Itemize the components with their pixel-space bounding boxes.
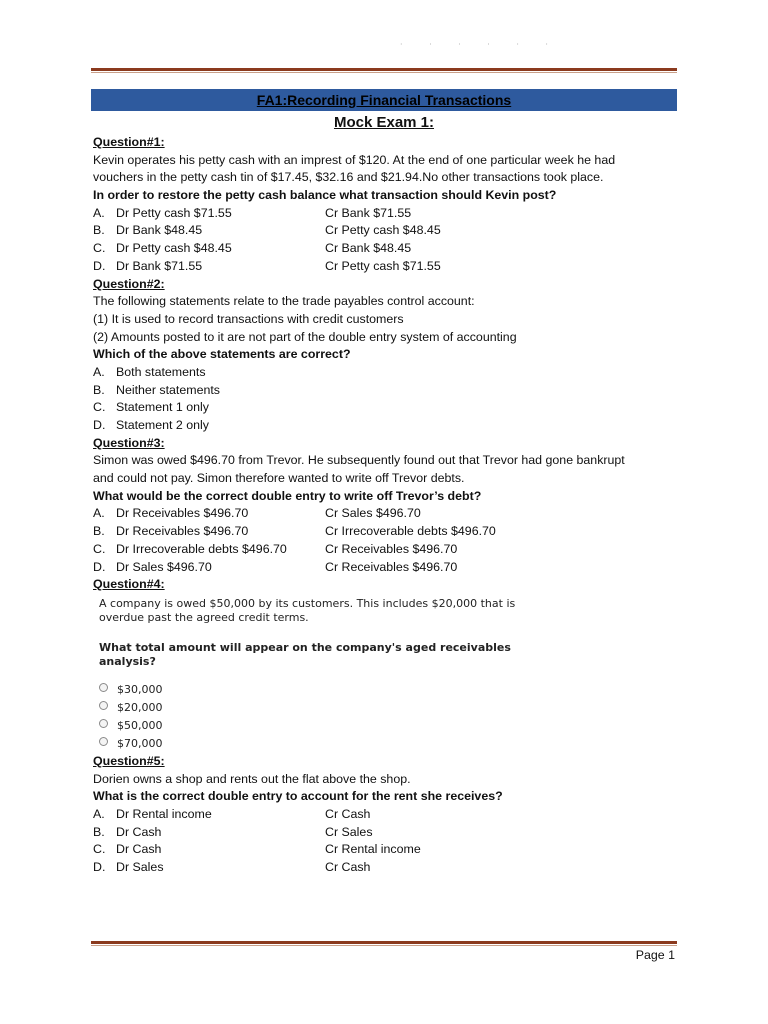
radio-button-icon[interactable]: [99, 737, 108, 746]
answer-option: [93, 824, 683, 842]
answer-option: [93, 841, 683, 859]
option-letter: B.: [93, 223, 105, 238]
question-prompt: In order to restore the petty cash balance what transaction should Kevin post?: [93, 188, 557, 203]
option-letter: B.: [93, 524, 105, 539]
answer-option: [93, 240, 683, 258]
question-heading: Question#5:: [93, 753, 165, 768]
question-5: [93, 753, 683, 877]
option-credit: Cr Cash: [325, 860, 371, 874]
exam-content: [93, 134, 683, 877]
answer-option: [93, 205, 683, 223]
document-title-bar: [91, 89, 677, 111]
option-debit: Dr Sales: [116, 860, 164, 874]
option-credit: Cr Receivables $496.70: [325, 559, 458, 574]
option-credit: Cr Receivables $496.70: [325, 541, 458, 556]
radio-button-icon[interactable]: [99, 683, 108, 692]
radio-label: $30,000: [117, 683, 163, 697]
option-letter: C.: [93, 842, 106, 857]
option-debit: Dr Cash: [116, 824, 162, 839]
statement-line: A company is owed $50,000 by its customers. This includes $20,000 that is: [99, 596, 516, 610]
question-heading: Question#2:: [93, 276, 165, 291]
option-debit: Dr Sales $496.70: [116, 559, 212, 574]
answer-option: [93, 364, 683, 382]
option-letter: B.: [93, 382, 105, 397]
question-text: vouchers in the petty cash tin of $17.45, $32.16 and $21.94.No other transactions took place.: [93, 170, 604, 185]
answer-option: [93, 541, 683, 559]
radio-choice-group: [99, 681, 683, 753]
question-heading: Question#4:: [93, 577, 165, 592]
answer-option: [93, 417, 683, 435]
header-rule-thick: [91, 68, 677, 71]
option-credit: Cr Sales: [325, 824, 373, 839]
header-rule-thin: [91, 72, 677, 73]
answer-option: [93, 382, 683, 400]
option-credit: Cr Cash: [325, 806, 371, 821]
radio-label: $70,000: [117, 737, 163, 751]
option-debit: Dr Petty cash $71.55: [116, 205, 232, 220]
option-debit: Dr Receivables $496.70: [116, 506, 249, 521]
option-letter: A.: [93, 205, 105, 220]
radio-choice[interactable]: [99, 735, 683, 753]
option-credit: Cr Petty cash $71.55: [325, 258, 441, 273]
radio-button-icon[interactable]: [99, 701, 108, 710]
radio-label: $50,000: [117, 719, 163, 733]
option-credit: Cr Sales $496.70: [325, 506, 421, 521]
statement-line: overdue past the agreed credit terms.: [99, 610, 309, 624]
option-debit: Dr Rental income: [116, 806, 212, 821]
prompt-line: What total amount will appear on the company's aged receivables: [99, 640, 511, 654]
question-prompt: Which of the above statements are correct?: [93, 347, 351, 362]
question-text: Kevin operates his petty cash with an imprest of $120. At the end of one particular week he had: [93, 152, 616, 167]
question-prompt: What is the correct double entry to account for the rent she receives?: [93, 789, 503, 804]
option-text: Neither statements: [116, 382, 220, 397]
option-debit: Dr Petty cash $48.45: [116, 241, 232, 256]
answer-option: [93, 399, 683, 417]
question-statement: (1) It is used to record transactions with credit customers: [93, 311, 404, 326]
option-letter: D.: [93, 860, 106, 874]
answer-option: [93, 523, 683, 541]
question-prompt: [99, 641, 683, 669]
answer-option: [93, 505, 683, 523]
question-text: The following statements relate to the trade payables control account:: [93, 294, 475, 309]
question-text: Simon was owed $496.70 from Trevor. He subsequently found out that Trevor had gone bankrupt: [93, 453, 625, 468]
option-letter: D.: [93, 418, 106, 432]
option-letter: A.: [93, 506, 105, 521]
option-letter: C.: [93, 541, 106, 556]
exam-subtitle: [91, 113, 677, 133]
footer-rule-thin: [91, 945, 677, 946]
answer-option: [93, 258, 683, 276]
radio-choice[interactable]: [99, 699, 683, 717]
radio-choice[interactable]: [99, 717, 683, 735]
exam-subtitle-text: Mock Exam 1:: [333, 114, 435, 131]
option-letter: C.: [93, 400, 106, 415]
question-heading: Question#3:: [93, 435, 165, 450]
radio-label: $20,000: [117, 701, 163, 715]
question-heading: Question#1:: [93, 135, 165, 149]
option-text: Statement 2 only: [116, 418, 209, 432]
option-letter: D.: [93, 559, 106, 574]
option-credit: Cr Irrecoverable debts $496.70: [325, 524, 496, 539]
question-2: [93, 276, 683, 435]
question-4: [93, 576, 683, 753]
question-statement: [99, 597, 683, 625]
radio-button-icon[interactable]: [99, 719, 108, 728]
option-debit: Dr Receivables $496.70: [116, 524, 249, 539]
option-debit: Dr Irrecoverable debts $496.70: [116, 541, 287, 556]
question-1: [93, 134, 683, 276]
option-letter: C.: [93, 241, 106, 256]
answer-option: [93, 859, 683, 877]
option-credit: Cr Petty cash $48.45: [325, 223, 441, 238]
radio-choice[interactable]: [99, 681, 683, 699]
question-prompt: What would be the correct double entry to write off Trevor’s debt?: [93, 488, 482, 503]
question-text: and could not pay. Simon therefore wanted to write off Trevor debts.: [93, 471, 465, 486]
option-credit: Cr Bank $48.45: [325, 241, 412, 256]
question-text: Dorien owns a shop and rents out the flat above the shop.: [93, 771, 411, 786]
question-3: [93, 435, 683, 577]
question-statement: (2) Amounts posted to it are not part of the double entry system of accounting: [93, 329, 517, 344]
page-number: Page 1: [635, 948, 675, 962]
option-debit: Dr Bank $48.45: [116, 223, 203, 238]
answer-option: [93, 559, 683, 577]
option-letter: D.: [93, 258, 106, 273]
option-text: Statement 1 only: [116, 400, 209, 415]
embedded-question-image: [93, 597, 683, 753]
answer-option: [93, 806, 683, 824]
option-debit: Dr Bank $71.55: [116, 258, 203, 273]
option-debit: Dr Cash: [116, 842, 162, 857]
header-decoration: · · · · · ·: [400, 40, 560, 49]
prompt-line: analysis?: [99, 654, 156, 668]
option-credit: Cr Bank $71.55: [325, 205, 412, 220]
footer-rule-thick: [91, 941, 677, 944]
option-letter: B.: [93, 824, 105, 839]
answer-option: [93, 222, 683, 240]
option-credit: Cr Rental income: [325, 842, 421, 857]
option-letter: A.: [93, 364, 105, 379]
document-title: FA1:Recording Financial Transactions: [256, 92, 512, 108]
option-letter: A.: [93, 806, 105, 821]
option-text: Both statements: [116, 364, 206, 379]
